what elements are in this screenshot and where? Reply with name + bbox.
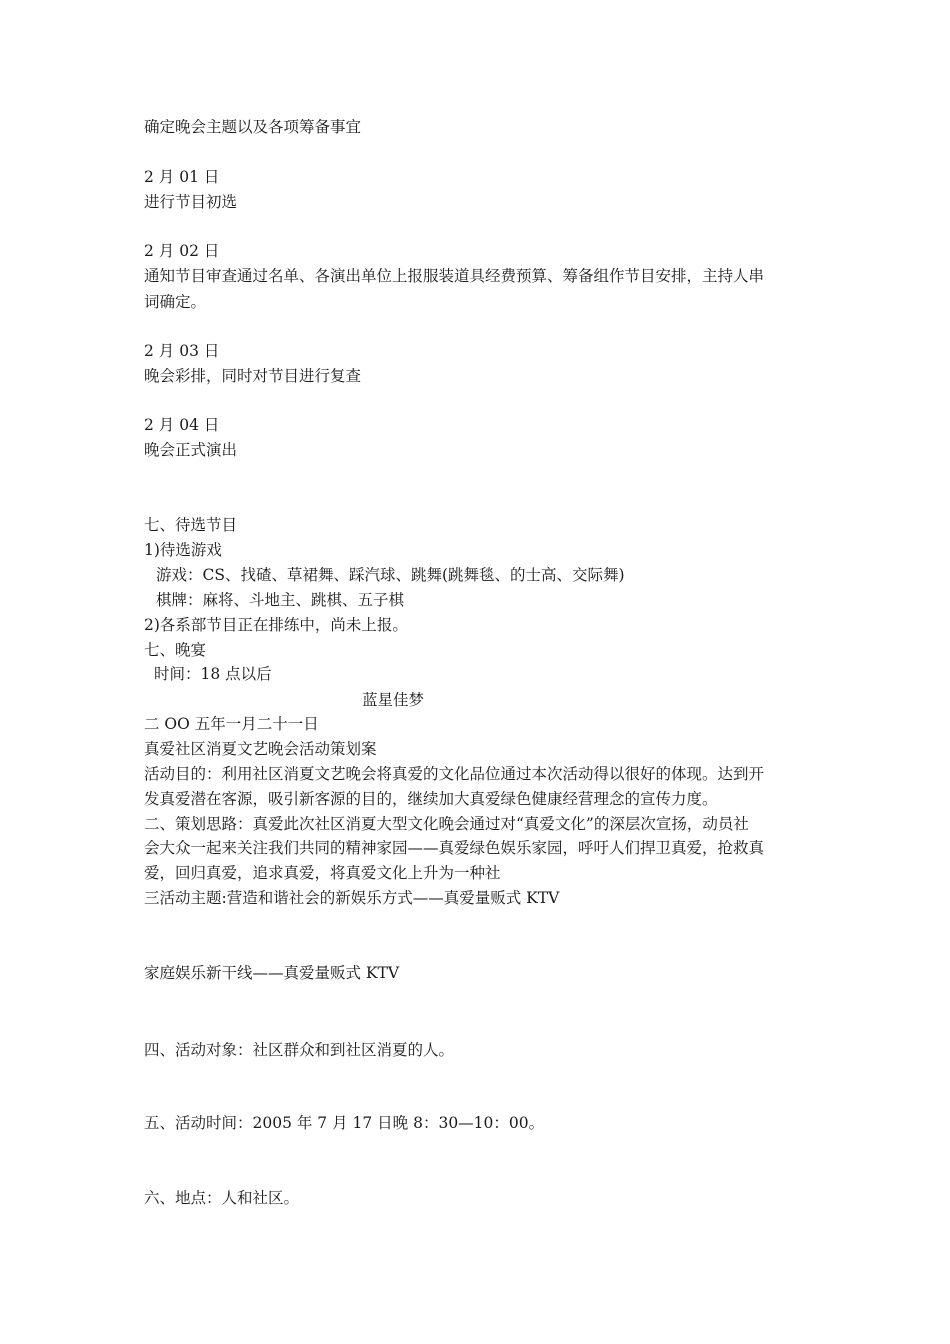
text-line: 通知节目审查通过名单、各演出单位上报服装道具经费预算、筹备组作节目安排，主持人串 — [144, 267, 765, 285]
text-line: 确定晚会主题以及各项筹备事宜 — [144, 118, 362, 136]
section-heading: 三活动主题:营造和谐社会的新娱乐方式——真爱量贩式 KTV — [144, 889, 560, 907]
text-line: 游戏：CS、找碴、草裙舞、踩汽球、跳舞(跳舞毯、的士高、交际舞) — [156, 566, 625, 584]
signature-name: 蓝星佳梦 — [362, 691, 425, 709]
text-line: 进行节目初选 — [144, 193, 238, 211]
date-line: 2 月 04 日 — [144, 416, 220, 434]
signature-date: 二 OO 五年一月二十一日 — [144, 715, 319, 733]
text-line: 棋牌：麻将、斗地主、跳棋、五子棋 — [156, 591, 405, 609]
section-heading: 七、晚宴 — [144, 641, 207, 659]
text-line: 二、策划思路：真爱此次社区消夏大型文化晚会通过对“真爱文化”的深层次宣扬，动员社 — [144, 815, 749, 833]
text-line: 晚会彩排，同时对节目进行复查 — [144, 367, 362, 385]
section-heading: 五、活动时间：2005 年 7 月 17 日晚 8：30—10：00。 — [144, 1114, 545, 1132]
text-line: 发真爱潜在客源，吸引新客源的目的，继续加大真爱绿色健康经营理念的宣传力度。 — [144, 790, 718, 808]
text-line: 2)各系部节目正在排练中，尚未上报。 — [144, 616, 408, 634]
section-heading: 七、待选节目 — [144, 516, 238, 534]
section-heading: 六、地点：人和社区。 — [144, 1189, 300, 1207]
text-line: 1)待选游戏 — [144, 541, 222, 559]
date-line: 2 月 03 日 — [144, 342, 220, 360]
text-line: 会大众一起来关注我们共同的精神家园——真爱绿色娱乐家园，呼吁人们捍卫真爱，抢救真 — [144, 839, 765, 857]
date-line: 2 月 02 日 — [144, 242, 220, 260]
text-line: 晚会正式演出 — [144, 441, 238, 459]
text-line: 家庭娱乐新干线——真爱量贩式 KTV — [144, 964, 400, 982]
text-line: 词确定。 — [144, 293, 207, 311]
text-line: 时间：18 点以后 — [154, 665, 272, 683]
section-heading: 四、活动对象：社区群众和到社区消夏的人。 — [144, 1041, 455, 1059]
date-line: 2 月 01 日 — [144, 168, 220, 186]
document-title: 真爱社区消夏文艺晚会活动策划案 — [144, 740, 377, 758]
text-line: 活动目的：利用社区消夏文艺晚会将真爱的文化品位通过本次活动得以很好的体现。达到开 — [144, 765, 765, 783]
text-line: 爱，回归真爱，追求真爱，将真爱文化上升为一种社 — [144, 864, 501, 882]
